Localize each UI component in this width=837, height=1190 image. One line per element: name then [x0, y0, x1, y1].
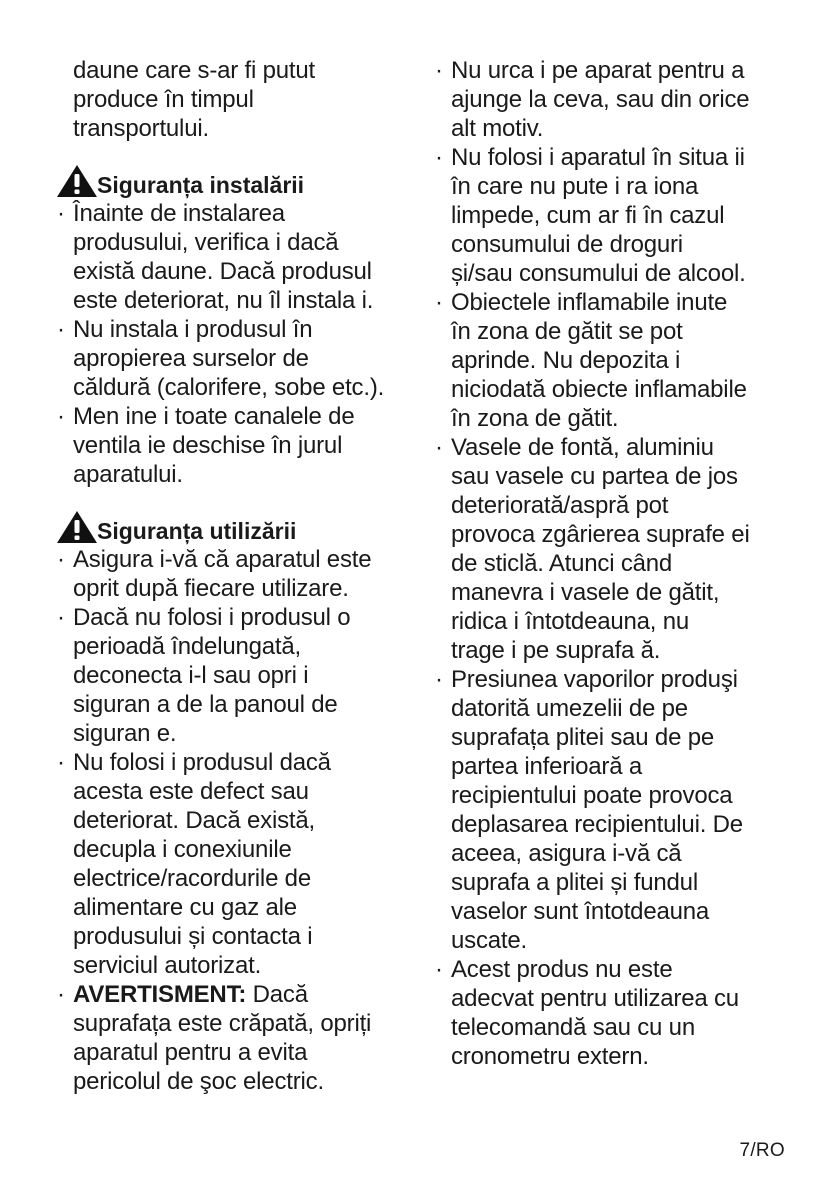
section-heading-installation — [55, 163, 415, 197]
list-item — [55, 748, 415, 980]
list-item — [433, 56, 783, 143]
list-item-text: Nu folosi i aparatul în situa ii în care nu pute i ra iona limpede, cum ar fi în cazul consumului de droguri și/sau consumului de alcool. — [451, 144, 746, 287]
list-item — [55, 545, 415, 603]
usage-safety-list — [55, 545, 415, 1096]
bullet: · — [57, 200, 65, 227]
list-item-text: Înainte de instalarea produsului, verifica i dacă există daune. Dacă produsul este deteriorat, nu îl instala i. — [73, 200, 374, 314]
left-column — [55, 56, 415, 1096]
bullet: · — [57, 749, 65, 776]
list-item-text: Dacă nu folosi i produsul o perioadă îndelungată, deconecta i-l sau opri i siguran a de la panoul de siguran e. — [73, 604, 351, 747]
list-item — [433, 665, 783, 955]
list-item — [433, 143, 783, 288]
list-item-text: Nu instala i produsul în apropierea surselor de căldură (calorifere, sobe etc.). — [73, 316, 385, 401]
list-item-text: Asigura i-vă că aparatul este oprit după fiecare utilizare. — [73, 546, 372, 602]
bullet: · — [57, 316, 65, 343]
list-item — [433, 288, 783, 433]
list-item — [433, 955, 783, 1071]
bullet: · — [435, 434, 443, 461]
list-item-text: Obiectele inflamabile inute în zona de gătit se pot aprinde. Nu depozita i niciodată obiecte inflamabile în zona de gătit. — [451, 289, 747, 432]
bullet: · — [435, 144, 443, 171]
list-item — [55, 402, 415, 489]
right-column — [433, 56, 783, 1071]
list-item — [55, 603, 415, 748]
bullet: · — [57, 403, 65, 430]
installation-safety-list — [55, 199, 415, 489]
list-item-text: Men ine i toate canalele de ventila ie deschise în jurul aparatului. — [73, 403, 355, 488]
bullet: · — [57, 546, 65, 573]
section-title: Siguranța instalării — [97, 172, 305, 198]
intro-paragraph: daune care s-ar fi putut produce în timpul transportului. — [73, 57, 316, 142]
page-number: 7/RO — [739, 1140, 785, 1161]
list-item — [55, 315, 415, 402]
bullet: · — [435, 956, 443, 983]
warning-text — [73, 980, 415, 1096]
warning-body: Dacă suprafața este crăpată, opriți aparatul pentru a evita pericolul de şoc electric. — [73, 981, 372, 1095]
list-item-text: Nu folosi i produsul dacă acesta este defect sau deteriorat. Dacă există, decupla i conexiunile electrice/racordurile de alimentare cu gaz ale produsului și contacta i serviciul autorizat. — [73, 749, 331, 979]
bullet: · — [435, 57, 443, 84]
list-item-text: Vasele de fontă, aluminiu sau vasele cu partea de jos deteriorată/aspră pot provoca zgârierea suprafe ei de sticlă. Atunci când manevra i vasele de gătit, ridica i întotdeauna, nu trage i pe suprafa ă. — [451, 434, 750, 664]
list-item-text: Nu urca i pe aparat pentru a ajunge la ceva, sau din orice alt motiv. — [451, 57, 750, 142]
bullet: · — [57, 981, 65, 1008]
bullet: · — [57, 604, 65, 631]
list-item-text: Presiunea vaporilor produşi datorită umezelii de pe suprafața plitei sau de pe partea inferioară a recipientului poate provoca deplasarea recipientului. De aceea, asigura i-vă că suprafa a plitei și fundul vaselor sunt întotdeauna uscate. — [451, 666, 743, 954]
bullet: · — [435, 666, 443, 693]
bullet: · — [435, 289, 443, 316]
section-heading-usage — [55, 509, 415, 543]
right-safety-list — [433, 56, 783, 1071]
warning-triangle-icon — [55, 509, 99, 545]
list-item — [433, 433, 783, 665]
warning-list-item — [55, 980, 415, 1096]
section-title: Siguranța utilizării — [97, 518, 297, 544]
list-item-text: Acest produs nu este adecvat pentru utilizarea cu telecomandă sau cu un cronometru extern. — [451, 956, 739, 1070]
list-item — [55, 199, 415, 315]
warning-label: AVERTISMENT: — [73, 981, 247, 1008]
warning-triangle-icon — [55, 163, 99, 199]
